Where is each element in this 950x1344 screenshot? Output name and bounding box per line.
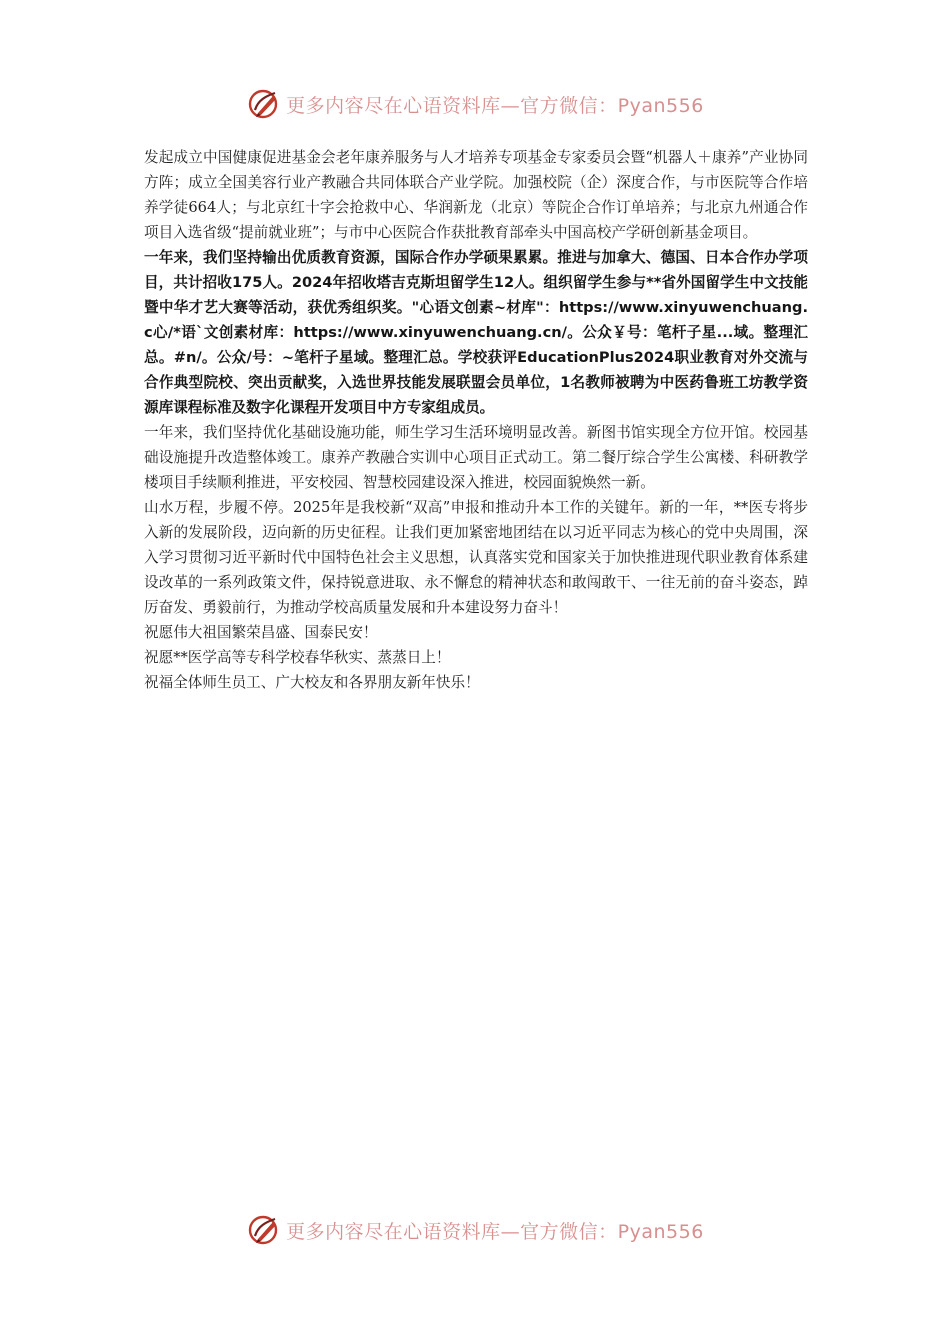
paragraph-international: 一年来，我们坚持输出优质教育资源，国际合作办学硕果累累。推进与加拿大、德国、日本合作办学项目，共计招收175人。2024年招收塔吉克斯坦留学生12人。组织留学生参与**省外国留学生中文技能暨中华才艺大赛等活动，获优秀组织奖。"心语文创素~材库"：https://www.xinyuwenchuang.c心/*语`文创素材库：https://www.xinyuwenchuang.cn/。公众￥号：笔杆子星...域。整理汇总。#n/。公众/号：~笔杆子星域。整理汇总。学校获评EducationPlus2024职业教育对外交流与合作典型院校、突出贡献奖，入选世界技能发展联盟会员单位，1名教师被聘为中医药鲁班工坊教学资源库课程标准及数字化课程开发项目中方专家组成员。 (144, 249, 808, 416)
document-body (144, 145, 808, 695)
wish-line-country: 祝愿伟大祖国繁荣昌盛、国泰民安！ (144, 624, 378, 641)
footer-banner-text: 更多内容尽在心语资料库—官方微信：Pyan556 (286, 1220, 704, 1243)
header-banner-text: 更多内容尽在心语资料库—官方微信：Pyan556 (286, 94, 704, 117)
header-banner (0, 84, 950, 124)
footer-wechat-id: Pyan556 (617, 1220, 704, 1243)
paragraph-infrastructure: 一年来，我们坚持优化基础设施功能，师生学习生活环境明显改善。新图书馆实现全方位开馆。校园基础设施提升改造整体竣工。康养产教融合实训中心项目正式动工。第二餐厅综合学生公寓楼、科研教学楼项目手续顺利推进，平安校园、智慧校园建设深入推进，校园面貌焕然一新。 (144, 424, 808, 491)
paragraph-cooperation: 发起成立中国健康促进基金会老年康养服务与人才培养专项基金专家委员会暨“机器人＋康养”产业协同方阵；成立全国美容行业产教融合共同体联合产业学院。加强校院（企）深度合作，与市医院等合作培养学徒664人；与北京红十字会抢救中心、华润新龙（北京）等院企合作订单培养；与北京九州通合作项目入选省级“提前就业班”；与市中心医院合作获批教育部牵头中国高校产学研创新基金项目。 (144, 149, 808, 241)
footer-banner (0, 1210, 950, 1250)
header-wechat-id: Pyan556 (617, 94, 704, 117)
wish-line-school: 祝愿**医学高等专科学校春华秋实、蒸蒸日上！ (144, 649, 451, 666)
paragraph-outlook: 山水万程，步履不停。2025年是我校新“双高”申报和推动升本工作的关键年。新的一年，**医专将步入新的发展阶段，迈向新的历史征程。让我们更加紧密地团结在以习近平同志为核心的党中央周围，深入学习贯彻习近平新时代中国特色社会主义思想，认真落实党和国家关于加快推进现代职业教育体系建设改革的一系列政策文件，保持锐意进取、永不懈怠的精神状态和敢闯敢干、一往无前的奋斗姿态，踔厉奋发、勇毅前行，为推动学校高质量发展和升本建设努力奋斗！ (144, 499, 808, 616)
wish-line-newyear: 祝福全体师生员工、广大校友和各界朋友新年快乐！ (144, 674, 480, 691)
pen-swirl-logo-icon (246, 86, 282, 122)
pen-swirl-logo-icon (246, 1212, 282, 1248)
